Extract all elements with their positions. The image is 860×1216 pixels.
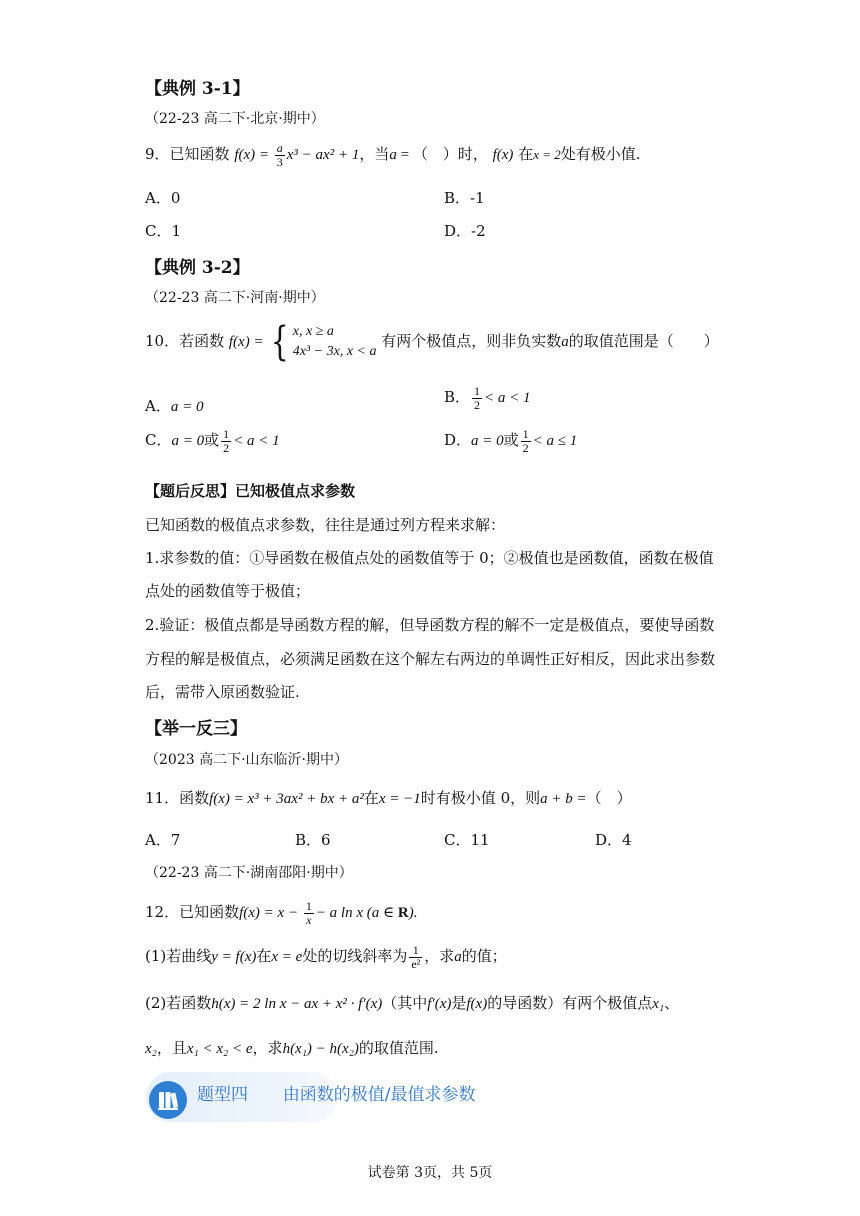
q11-option-b[interactable]: B．6 bbox=[295, 831, 331, 849]
practice-heading: 【举一反三】 bbox=[145, 719, 247, 739]
equals-sign: = bbox=[396, 147, 413, 164]
banner-text bbox=[197, 1080, 476, 1105]
option-b[interactable]: B．-1 bbox=[444, 189, 485, 207]
fraction-a-over-3: $\frac{a}{3}$ bbox=[276, 141, 283, 169]
question-10-text2: 的取值范围是（ ） bbox=[568, 332, 719, 350]
formula-f: f(x) = bbox=[228, 334, 268, 350]
option-d[interactable]: D．-2 bbox=[444, 222, 486, 240]
question-9-text1: ，当 bbox=[359, 145, 390, 164]
var-a: a bbox=[389, 147, 397, 164]
question-10-text: 有两个极值点，则非负实数 bbox=[381, 332, 562, 350]
q11-option-c[interactable]: C．11 bbox=[444, 831, 490, 849]
reflection-p3b: 方程的解是极值点，必须满足函数在这个解左右两边的单调性正好相反，因此求出参数 bbox=[145, 650, 716, 668]
piecewise-cases: x, x ≥ a 4x³ − 3x, x < a bbox=[292, 324, 377, 359]
reflection-p2b: 点处的函数值等于极值； bbox=[145, 582, 311, 600]
option-b[interactable]: B． $\frac{1}{2}$ < a < 1 bbox=[444, 384, 531, 412]
banner-title: 由函数的极值/最值求参数 bbox=[282, 1085, 476, 1105]
q11-option-d[interactable]: D．4 bbox=[595, 831, 632, 849]
option-c[interactable]: C．a = 0或 $\frac{1}{2}$ < a < 1 bbox=[145, 427, 280, 455]
reflection-heading: 【题后反思】已知极值点求参数 bbox=[145, 482, 356, 500]
question-9-text4: 处有极小值. bbox=[560, 145, 641, 164]
page-footer: 试卷第 3页，共 5页 bbox=[367, 1165, 493, 1181]
example2-heading: 【典例 3-2】 bbox=[145, 258, 250, 278]
question-9-text2: （ ）时， bbox=[412, 145, 488, 164]
question-10-number: 10．若函数 bbox=[145, 332, 225, 350]
condition: x = 2 bbox=[533, 147, 561, 163]
practice-source-1: （2023 高二下·山东临沂·期中） bbox=[145, 752, 348, 768]
question-10 bbox=[145, 319, 719, 365]
option-a[interactable]: A．a = 0 bbox=[145, 397, 204, 415]
question-12: 12．已知函数f(x) = x − $\frac{1}{x}$ − a ln x (a ∈ R). bbox=[145, 899, 418, 927]
example1-heading: 【典例 3-1】 bbox=[145, 79, 250, 99]
reflection-p2a: 1.求参数的值：①导函数在极值点处的函数值等于 0；②极值也是函数值，函数在极值 bbox=[145, 549, 714, 567]
question-9-text3: 在 bbox=[518, 145, 534, 164]
reflection-p1: 已知函数的极值点求参数，往往是通过列方程来求解： bbox=[145, 516, 506, 534]
banner-label: 题型四 bbox=[197, 1085, 248, 1105]
option-d[interactable]: D．a = 0或 $\frac{1}{2}$ < a ≤ 1 bbox=[444, 427, 578, 455]
formula-f: f(x) = bbox=[234, 147, 273, 164]
reflection-p3c: 后，需带入原函数验证. bbox=[145, 683, 300, 701]
question-12-part1: (1)若曲线y = f(x)在x = e处的切线斜率为 $\frac{1}{\text{e²}}$ ，求a的值； bbox=[145, 943, 507, 971]
q11-option-a[interactable]: A．7 bbox=[145, 831, 181, 849]
var-a: a bbox=[561, 334, 569, 350]
question-12-part2: (2)若函数h(x) = 2 ln x − ax + x² · f′(x)（其中f′(x)是f(x)的导函数）有两个极值点x₁、 bbox=[145, 994, 680, 1012]
example2-source: （22-23 高二下·河南·期中） bbox=[145, 290, 325, 306]
books-icon bbox=[149, 1081, 187, 1119]
option-a[interactable]: A．0 bbox=[145, 189, 181, 207]
reflection-p3a: 2.验证：极值点都是导函数方程的解，但导函数方程的解不一定是极值点，要使导函数 bbox=[145, 616, 715, 634]
option-c[interactable]: C．1 bbox=[145, 222, 182, 240]
brace: { bbox=[271, 319, 289, 365]
question-9-number: 9．已知函数 bbox=[145, 145, 230, 164]
question-12-part2-cont: x₂，且x₁ < x₂ < e，求h(x₁) − h(x₂)的取值范围. bbox=[145, 1039, 439, 1057]
function-f: f(x) bbox=[492, 147, 514, 164]
example1-source: （22-23 高二下·北京·期中） bbox=[145, 111, 325, 127]
formula-rest: x³ − ax² + 1 bbox=[286, 147, 360, 164]
practice-source-2: （22-23 高二下·湖南邵阳·期中） bbox=[145, 865, 353, 881]
question-9 bbox=[145, 142, 641, 168]
question-11: 11．函数f(x) = x³ + 3ax² + bx + a²在x = −1时有极小值 0，则a + b =（ ） bbox=[145, 789, 632, 807]
